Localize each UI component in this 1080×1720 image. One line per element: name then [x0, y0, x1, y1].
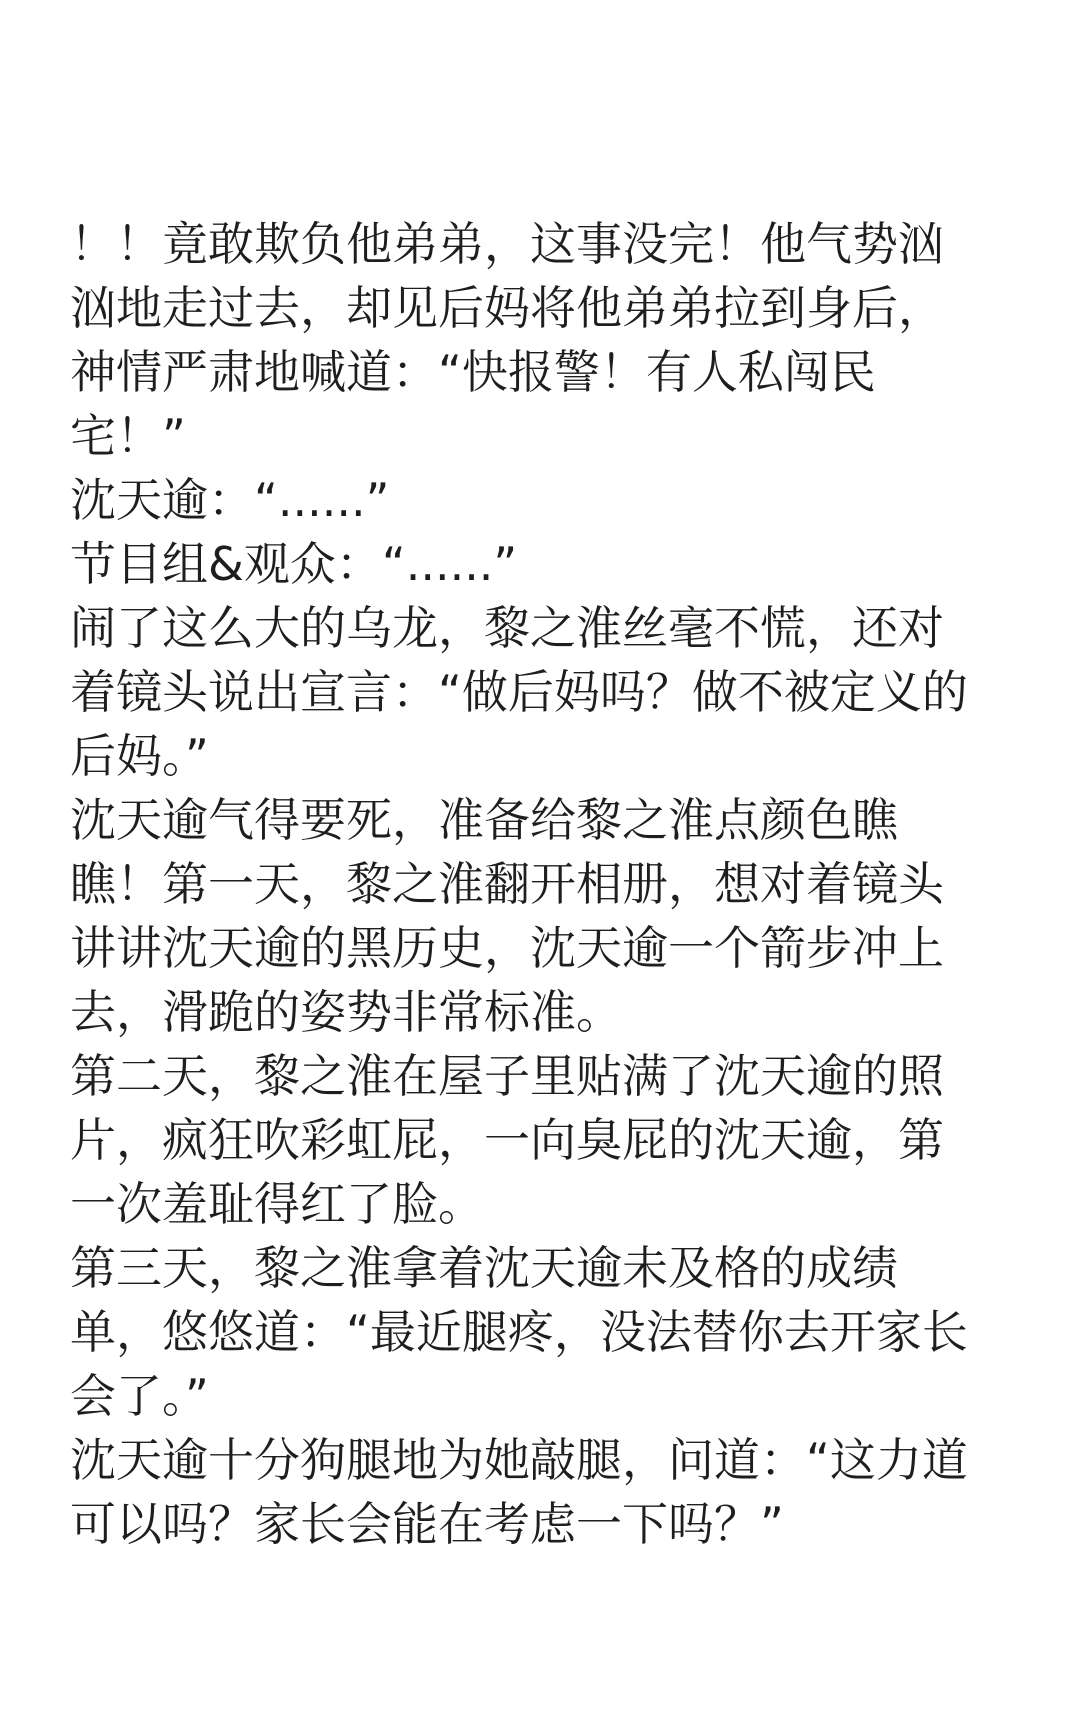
text-line: 后妈。” [70, 729, 209, 783]
text-line: 着镜头说出宣言：“做后妈吗？做不被定义的 [70, 665, 968, 719]
text-line: 去，滑跪的姿势非常标准。 [70, 985, 622, 1039]
text-line: ！！竟敢欺负他弟弟，这事没完！他气势汹 [70, 217, 944, 271]
text-line: 汹地走过去，却见后妈将他弟弟拉到身后， [70, 281, 944, 335]
text-line: 第三天，黎之淮拿着沈天逾未及格的成绩 [70, 1241, 898, 1295]
text-line: 宅！” [70, 409, 186, 463]
text-line: 神情严肃地喊道：“快报警！有人私闯民 [70, 345, 876, 399]
text-line: 讲讲沈天逾的黑历史，沈天逾一个箭步冲上 [70, 921, 944, 975]
story-text [70, 212, 1010, 1556]
text-line: 沈天逾：“......” [70, 473, 390, 527]
text-line: 第二天，黎之淮在屋子里贴满了沈天逾的照 [70, 1049, 944, 1103]
text-line: 节目组&观众：“......” [70, 537, 518, 591]
text-line: 一次羞耻得红了脸。 [70, 1177, 484, 1231]
text-line: 会了。” [70, 1369, 209, 1423]
text-line: 沈天逾十分狗腿地为她敲腿，问道：“这力道 [70, 1433, 968, 1487]
text-line: 闹了这么大的乌龙，黎之淮丝毫不慌，还对 [70, 601, 944, 655]
text-line: 沈天逾气得要死，准备给黎之淮点颜色瞧 [70, 793, 898, 847]
text-line: 瞧！第一天，黎之淮翻开相册，想对着镜头 [70, 857, 944, 911]
text-line: 片，疯狂吹彩虹屁，一向臭屁的沈天逾，第 [70, 1113, 944, 1167]
text-line: 单，悠悠道：“最近腿疼，没法替你去开家长 [70, 1305, 968, 1359]
text-line: 可以吗？家长会能在考虑一下吗？” [70, 1497, 784, 1551]
